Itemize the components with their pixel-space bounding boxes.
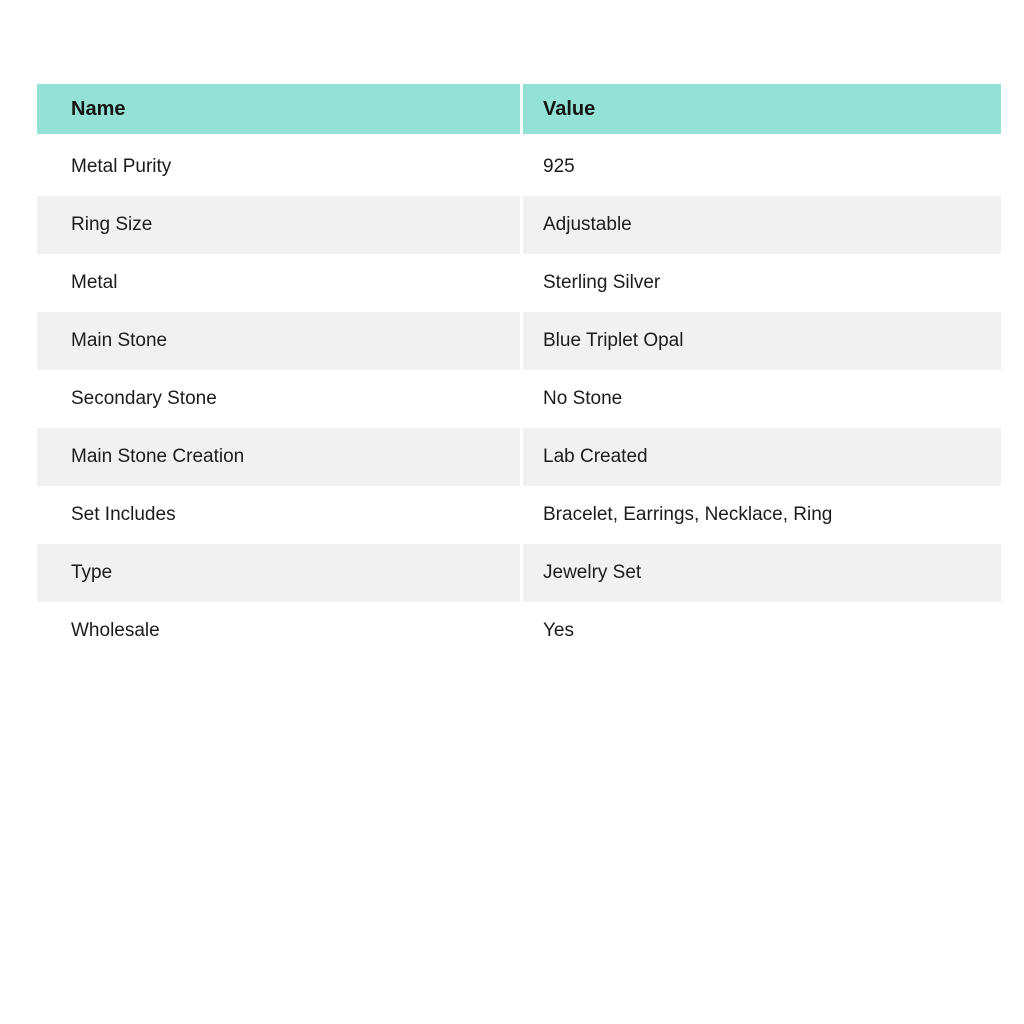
table-row: [37, 254, 1001, 312]
name-cell: Secondary Stone: [37, 370, 523, 428]
name-cell: Main Stone Creation: [37, 428, 523, 486]
value-cell: Lab Created: [523, 428, 1001, 486]
table-row: [37, 428, 1001, 486]
value-cell: No Stone: [523, 370, 1001, 428]
value-cell: Yes: [523, 602, 1001, 660]
table-row: [37, 138, 1001, 196]
value-cell: Jewelry Set: [523, 544, 1001, 602]
table-row: [37, 544, 1001, 602]
product-spec-table: [37, 84, 1001, 660]
name-cell: Metal Purity: [37, 138, 523, 196]
table-row: [37, 312, 1001, 370]
table-row: [37, 486, 1001, 544]
column-header-value: Value: [523, 84, 1001, 134]
name-cell: Set Includes: [37, 486, 523, 544]
table-row: [37, 196, 1001, 254]
name-cell: Wholesale: [37, 602, 523, 660]
table-row: [37, 602, 1001, 660]
table-header-row: [37, 84, 1001, 134]
value-cell: 925: [523, 138, 1001, 196]
column-header-name: Name: [37, 84, 523, 134]
name-cell: Type: [37, 544, 523, 602]
name-cell: Metal: [37, 254, 523, 312]
value-cell: Blue Triplet Opal: [523, 312, 1001, 370]
value-cell: Adjustable: [523, 196, 1001, 254]
name-cell: Ring Size: [37, 196, 523, 254]
name-cell: Main Stone: [37, 312, 523, 370]
value-cell: Bracelet, Earrings, Necklace, Ring: [523, 486, 1001, 544]
table-row: [37, 370, 1001, 428]
value-cell: Sterling Silver: [523, 254, 1001, 312]
